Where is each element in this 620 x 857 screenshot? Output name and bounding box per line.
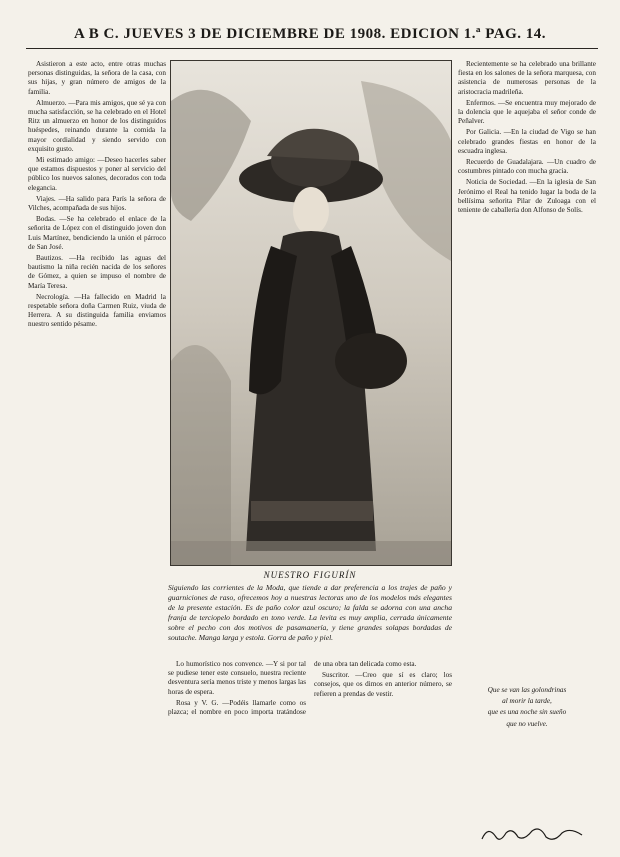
right-paragraph: Noticia de Sociedad. —En la iglesia de San Jerónimo el Real ha tenido lugar la boda de la bellísima señorita Pilar de Zuloaga con el teniente de caballería don Alfonso de Solís.	[458, 178, 596, 215]
woman-in-coat-illustration	[171, 61, 451, 565]
lower-paragraph: Lo humorístico nos convence. —Y si por tal se pudiese tener este consuelo, nuestra reciente desventura sería menos triste y menos largas las horas de espera.	[168, 660, 306, 696]
right-paragraph: Por Galicia. —En la ciudad de Vigo se han celebrado grandes fiestas en honor de la escuadra inglesa.	[458, 128, 596, 155]
lower-paragraph: Suscritor. —Creo que sí es claro; los consejos, que os dimos en anterior número, se refieren a prendas de vestir.	[314, 671, 452, 698]
right-paragraph: Recientemente se ha celebrado una brillante fiesta en los salones de la señora marquesa, con asistencia de numerosas personas de la aristocracia madrileña.	[458, 60, 596, 96]
right-paragraph: Enfermos. —Se encuentra muy mejorado de la dolencia que le aquejaba el señor conde de Peñalver.	[458, 98, 596, 126]
left-paragraph: Viajes. —Ha salido para París la señora de Vilches, acompañada de sus hijos.	[28, 194, 166, 213]
lower-middle-text	[168, 660, 452, 850]
left-paragraph: Bautizos. —Ha recibido las aguas del bautismo la niña recién nacida de los señores de Gómez, a quien se impuso el nombre de María Teresa.	[28, 254, 166, 290]
left-paragraph: Bodas. —Se ha celebrado el enlace de la señorita de López con el distinguido joven don Luis Martínez, bendiciendo la unión el párroco de San José.	[28, 215, 166, 251]
left-paragraph: Mi estimado amigo: —Deseo hacerles saber que estamos dispuestos y poner al servicio del público los nuevos salones, decorados con toda elegancia.	[28, 156, 166, 192]
right-column	[458, 60, 596, 680]
masthead: A B C. JUEVES 3 DE DICIEMBRE DE 1908. EDICION 1.ª PAG. 14.	[73, 26, 547, 42]
left-paragraph: Almuerzo. —Para mis amigos, que sé ya con mucha satisfacción, se ha celebrado en el Hotel Ritz un almuerzo en honor de los distinguidos huéspedes, reinando durante la comida la mayor cordialidad y siendo servido con exquisito gusto.	[28, 98, 166, 153]
signature	[478, 823, 588, 845]
poem-line: que no vuelve.	[506, 719, 548, 728]
poem-line: Que se van las golondrinas	[487, 686, 567, 694]
masthead-rule	[26, 48, 598, 49]
lower-paragraph: Rosa y V. G. —Podéis llamarle como os plazca; el nombre en poco importa tratándose de una obra tan delicada como esta.	[168, 660, 417, 717]
poem-line: al morir la tarde,	[502, 697, 552, 706]
left-paragraph: Necrología. —Ha fallecido en Madrid la respetable señora doña Carmen Ruiz, viuda de Herrera. A su distinguida familia enviamos nuestro sentido pésame.	[28, 292, 166, 329]
right-paragraph: Recuerdo de Guadalajara. —Un cuadro de costumbres pintado con mucha gracia.	[458, 158, 596, 176]
photo-caption-title: NUESTRO FIGURÍN	[263, 570, 357, 580]
right-bottom-text	[458, 684, 596, 844]
left-paragraph: Asistieron a este acto, entre otras muchas personas distinguidas, la señora de la casa, con sus hijas, y gran número de amigos de la familia.	[28, 60, 166, 96]
photo-caption-body: Siguiendo las corrientes de la Moda, que tiende a dar preferencia a los trajes de paño y guarniciones de raso, ofrecemos hoy a nuestras lectoras uno de los modelos más elegantes de la presente estación. Es de paño color azul oscuro; la falda se adorna con una ancha franja de terciopelo bordado en tono verde. La levita es muy amplia, cerrada únicamente sobre el pecho con dos motivos de pasamanería, y tiene grandes solapas bordadas de soutache. Manga larga y estola. Gorra de paño y piel.	[168, 583, 452, 642]
left-column	[28, 60, 166, 850]
poem-line: que es una noche sin sueño	[487, 708, 567, 717]
fashion-photograph	[170, 60, 452, 566]
